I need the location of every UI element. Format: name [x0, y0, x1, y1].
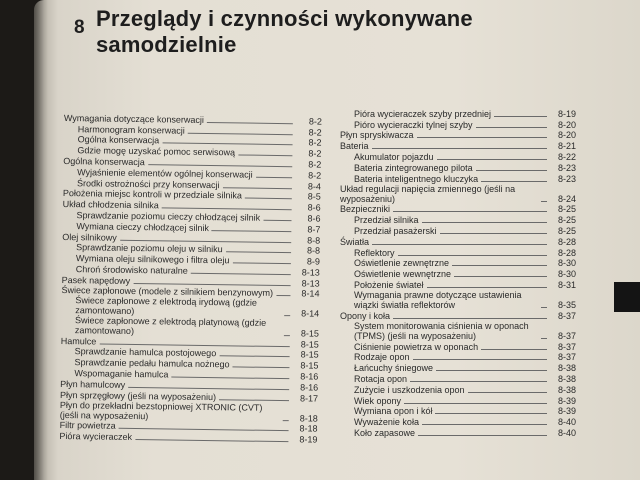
- toc-leader-line: [494, 116, 547, 117]
- toc-entry-title: Hamulce: [60, 335, 97, 347]
- toc-entry-page: 8-38: [557, 384, 576, 395]
- toc-entry-title: Rotacja opon: [354, 373, 408, 384]
- toc-entry-title: Bateria zintegrowanego pilota: [354, 162, 473, 173]
- toc-entry-title: Wyważenie koła: [354, 417, 419, 428]
- toc-entry: [340, 384, 576, 395]
- toc-entry-title: Wiek opony: [354, 395, 402, 406]
- toc-entry: [340, 130, 576, 141]
- toc-entry-title: Zużycie i uszkodzenia opon: [354, 384, 465, 395]
- toc-leader-line: [207, 122, 293, 124]
- toc-entry-page: 8-2: [308, 127, 322, 138]
- toc-entry-title: Światła: [340, 236, 370, 247]
- toc-leader-line: [223, 187, 292, 189]
- toc-entry-title: Świece zapłonowe z elektrodą platynową (gdzie zamontowano): [74, 314, 267, 336]
- toc-leader-line: [372, 148, 547, 149]
- toc-leader-line: [541, 307, 547, 308]
- toc-leader-line: [481, 181, 547, 182]
- toc-entry-page: 8-28: [557, 236, 576, 247]
- toc-entry-title: Przedział silnika: [354, 215, 419, 226]
- toc-entry-page: 8-31: [557, 279, 576, 290]
- toc-entry: [60, 400, 318, 424]
- toc-entry-page: 8-8: [307, 234, 321, 246]
- toc-entry-page: 8-25: [557, 225, 576, 236]
- toc-entry-page: 8-2: [308, 116, 322, 127]
- toc-leader-line: [245, 198, 292, 200]
- toc-leader-line: [410, 381, 547, 382]
- toc-entry: [340, 268, 576, 279]
- toc-entry-title: Wspomaganie hamulca: [74, 368, 169, 380]
- toc-entry-title: Płyn spryskiwacza: [340, 130, 414, 141]
- toc-entry-title: Układ regulacji napięcia zmiennego (jeśli na wyposażeniu): [340, 183, 516, 204]
- toc-entry-title: Płyn do przekładni bezstopniowej XTRONIC (CVT) (jeśli na wyposażeniu): [59, 399, 263, 421]
- toc-entry: [340, 140, 576, 151]
- toc-entry-page: 8-18: [299, 423, 318, 434]
- toc-entry-title: Pióra wycieraczek szyby przedniej: [354, 108, 492, 119]
- toc-entry: [340, 416, 576, 427]
- toc-entry-page: 8-30: [557, 269, 576, 280]
- toc-entry-title: Bezpieczniki: [340, 204, 391, 215]
- toc-entry-title: Wymiana oleju silnikowego i filtra oleju: [75, 253, 230, 266]
- toc-entry-title: Płyn hamulcowy: [60, 378, 126, 390]
- toc-entry-page: 8-40: [557, 417, 576, 428]
- toc-leader-line: [404, 403, 547, 404]
- toc-entry-title: Wymiana opon i kół: [354, 406, 433, 417]
- toc-leader-line: [283, 420, 289, 421]
- toc-leader-line: [440, 233, 547, 234]
- toc-entry: [340, 247, 576, 258]
- toc-entry-title: Chroń środowisko naturalne: [75, 264, 188, 276]
- toc-entry-title: Ogólna konserwacja: [63, 155, 145, 168]
- toc-leader-line: [476, 170, 547, 171]
- toc-entry-title: Koło zapasowe: [354, 427, 416, 438]
- chapter-title-line-1: Przeglądy i czynności wykonywane: [96, 6, 473, 31]
- toc-leader-line: [436, 370, 547, 371]
- toc-entry: [340, 321, 576, 341]
- toc-leader-line: [188, 132, 293, 134]
- toc-entry-title: Sprawdzanie poziomu cieczy chłodzącej silnik: [76, 210, 261, 223]
- toc-entry-title: System monitorowania ciśnienia w oponach (TPMS) (jeśli na wyposażeniu): [354, 320, 529, 341]
- toc-leader-line: [481, 349, 547, 350]
- toc-entry-page: 8-16: [300, 382, 319, 393]
- toc-entry-page: 8-37: [557, 310, 576, 321]
- toc-entry: [340, 373, 576, 384]
- toc-leader-line: [468, 392, 547, 393]
- toc-entry-page: 8-39: [557, 395, 576, 406]
- toc-entry: [340, 151, 576, 162]
- toc-entry: [340, 162, 576, 173]
- toc-entry-page: 8-14: [301, 308, 320, 319]
- toc-leader-line: [541, 338, 547, 339]
- toc-entry-page: 8-20: [557, 130, 576, 141]
- toc-entry: [340, 341, 576, 352]
- toc-entry-page: 8-24: [557, 193, 576, 204]
- toc-entry-page: 8-21: [557, 141, 576, 152]
- toc-entry-page: 8-38: [557, 363, 576, 374]
- toc-entry-title: Olej silnikowy: [62, 231, 117, 243]
- toc-leader-line: [219, 356, 289, 358]
- toc-leader-line: [263, 220, 291, 221]
- toc-entry-page: 8-8: [307, 245, 321, 256]
- toc-entry-page: 8-28: [557, 247, 576, 258]
- toc-entry-page: 8-40: [557, 427, 576, 438]
- chapter-number: 8: [74, 17, 85, 38]
- toc-leader-line: [135, 439, 288, 442]
- toc-entry-title: Przedział pasażerski: [354, 225, 437, 236]
- toc-entry: [340, 108, 576, 119]
- chapter-title: [96, 6, 473, 58]
- toc-entry-page: 8-23: [557, 173, 576, 184]
- toc-leader-line: [435, 413, 547, 414]
- toc-entry-page: 8-15: [300, 349, 319, 360]
- toc-entry-page: 8-37: [557, 341, 576, 352]
- toc-leader-line: [191, 273, 291, 275]
- chapter-title-line-2: samodzielnie: [96, 32, 237, 57]
- toc-entry-page: 8-38: [557, 373, 576, 384]
- toc-entry-title: Oświetlenie zewnętrzne: [354, 258, 450, 269]
- toc-entry: [340, 258, 576, 269]
- toc-entry-title: Gdzie mogę uzyskać pomoc serwisową: [77, 145, 236, 158]
- toc-leader-line: [393, 318, 547, 319]
- toc-entry: [61, 315, 319, 339]
- toc-entry-page: 8-23: [557, 162, 576, 173]
- toc-entry-title: Świece zapłonowe z elektrodą irydową (gdzie zamontowano): [75, 294, 258, 316]
- toc-leader-line: [454, 276, 547, 277]
- toc-leader-line: [413, 359, 547, 360]
- toc-entry-page: 8-7: [307, 224, 321, 235]
- toc-leader-line: [452, 265, 547, 266]
- toc-entry-title: Wymagania dotyczące konserwacji: [63, 112, 204, 125]
- toc-leader-line: [256, 176, 292, 178]
- toc-entry-page: 8-6: [307, 202, 321, 213]
- toc-entry: [340, 310, 576, 321]
- toc-leader-line: [212, 230, 292, 232]
- toc-entry-title: Pasek napędowy: [61, 274, 131, 286]
- chapter-thumb-tab: [614, 282, 640, 312]
- toc-entry-title: Układ chłodzenia silnika: [62, 199, 159, 211]
- toc-entry-page: 8-2: [308, 159, 322, 170]
- toc-leader-line: [226, 252, 291, 254]
- toc-entry-title: Sprawdzanie pedału hamulca nożnego: [74, 357, 230, 370]
- toc-entry-page: 8-2: [308, 137, 322, 148]
- toc-entry: [340, 427, 576, 438]
- toc-entry-page: 8-18: [299, 412, 318, 424]
- toc-entry-title: Pióro wycieraczki tylnej szyby: [354, 119, 473, 130]
- toc-entry: [340, 119, 576, 130]
- toc-entry-title: Wymagania prawne dotyczące ustawienia wiązki światła reflektorów: [354, 289, 522, 310]
- toc-leader-line: [437, 159, 547, 160]
- toc-leader-line: [284, 315, 290, 316]
- toc-left-column: [59, 112, 322, 445]
- toc-entry-page: 8-15: [300, 360, 319, 371]
- toc-entry-title: Sprawdzanie hamulca postojowego: [74, 346, 217, 359]
- toc-entry: [340, 395, 576, 406]
- toc-entry: [340, 225, 576, 236]
- toc-entry-page: 8-2: [308, 148, 322, 159]
- toc-entry-page: 8-19: [299, 434, 318, 445]
- toc-entry-title: Położenie świateł: [354, 279, 424, 290]
- toc-entry-title: Łańcuchy śniegowe: [354, 363, 434, 374]
- toc-entry-title: Harmonogram konserwacji: [77, 123, 185, 136]
- toc-leader-line: [422, 222, 547, 223]
- toc-leader-line: [541, 201, 547, 202]
- toc-leader-line: [276, 295, 290, 296]
- toc-leader-line: [398, 255, 547, 256]
- toc-entry-page: 8-30: [557, 258, 576, 269]
- toc-entry-page: 8-13: [301, 267, 320, 278]
- toc-entry-title: Oświetlenie wewnętrzne: [354, 269, 452, 280]
- toc-entry-page: 8-6: [307, 213, 321, 224]
- toc-entry: [340, 204, 576, 215]
- toc-entry-page: 8-25: [557, 204, 576, 215]
- toc-entry: [340, 290, 576, 310]
- toc-entry: [340, 352, 576, 363]
- toc-right-column: [340, 108, 576, 438]
- toc-entry-page: 8-4: [307, 180, 322, 192]
- toc-leader-line: [427, 287, 547, 288]
- toc-entry-page: 8-19: [557, 108, 576, 119]
- toc-leader-line: [372, 244, 547, 245]
- toc-entry-title: Pióra wycieraczek: [59, 431, 133, 443]
- toc-leader-line: [219, 399, 289, 401]
- toc-entry-title: Położenia miejsc kontroli w przedziale silnika: [62, 188, 242, 201]
- toc-entry-page: 8-2: [308, 170, 322, 181]
- toc-entry-title: Akumulator pojazdu: [354, 151, 434, 162]
- toc-entry-title: Wyjaśnienie elementów ogólnej konserwacji: [77, 166, 253, 180]
- toc-leader-line: [476, 127, 547, 128]
- toc-entry-title: Ogólna konserwacja: [77, 134, 160, 146]
- toc-leader-line: [171, 376, 289, 379]
- toc-leader-line: [418, 435, 547, 436]
- toc-entry-page: 8-20: [557, 119, 576, 130]
- toc-entry: [340, 173, 576, 184]
- toc-entry-title: Bateria: [340, 141, 369, 152]
- toc-entry-page: 8-25: [557, 215, 576, 226]
- toc-leader-line: [422, 424, 547, 425]
- toc-leader-line: [393, 211, 547, 212]
- toc-entry-title: Rodzaje opon: [354, 352, 410, 363]
- toc-entry-page: 8-9: [306, 256, 321, 267]
- toc-entry: [340, 236, 576, 247]
- toc-entry-page: 8-39: [557, 406, 576, 417]
- toc-entry-page: 8-37: [557, 330, 576, 341]
- toc-leader-line: [233, 367, 290, 369]
- toc-entry-title: Reflektory: [354, 247, 395, 258]
- toc-leader-line: [417, 137, 547, 138]
- toc-entry-title: Środki ostrożności przy konserwacji: [76, 177, 220, 190]
- toc-entry-title: Ciśnienie powietrza w oponach: [354, 341, 479, 352]
- toc-entry: [340, 362, 576, 373]
- toc-entry-title: Świece zapłonowe (modele z silnikiem benzynowym): [61, 284, 274, 298]
- toc-entry-title: Opony i koła: [340, 310, 391, 321]
- toc-entry-title: Bateria inteligentnego kluczyka: [354, 173, 479, 184]
- toc-entry-title: Sprawdzanie poziomu oleju w silniku: [76, 242, 223, 255]
- toc-entry-title: Płyn sprzęgłowy (jeśli na wyposażeniu): [59, 389, 217, 402]
- toc-entry-page: 8-15: [300, 338, 319, 350]
- toc-entry: [340, 184, 576, 204]
- toc-entry: [340, 214, 576, 225]
- toc-leader-line: [238, 155, 292, 157]
- toc-entry-page: 8-35: [557, 299, 576, 310]
- toc-entry-page: 8-22: [557, 151, 576, 162]
- toc-entry-page: 8-13: [301, 278, 320, 289]
- toc-entry-title: Filtr powietrza: [59, 420, 116, 432]
- toc-entry-page: 8-37: [557, 352, 576, 363]
- toc-entry: [340, 279, 576, 290]
- toc-leader-line: [232, 263, 291, 265]
- toc-entry-page: 8-16: [300, 371, 319, 382]
- toc-entry-page: 8-17: [299, 392, 319, 404]
- toc-entry: [340, 406, 576, 417]
- toc-entry-title: Wymiana cieczy chłodzącej silnik: [76, 220, 209, 233]
- toc-entry-page: 8-15: [300, 328, 320, 339]
- toc-entry-page: 8-14: [301, 288, 320, 299]
- toc-leader-line: [284, 335, 290, 336]
- toc-entry-page: 8-5: [307, 191, 321, 202]
